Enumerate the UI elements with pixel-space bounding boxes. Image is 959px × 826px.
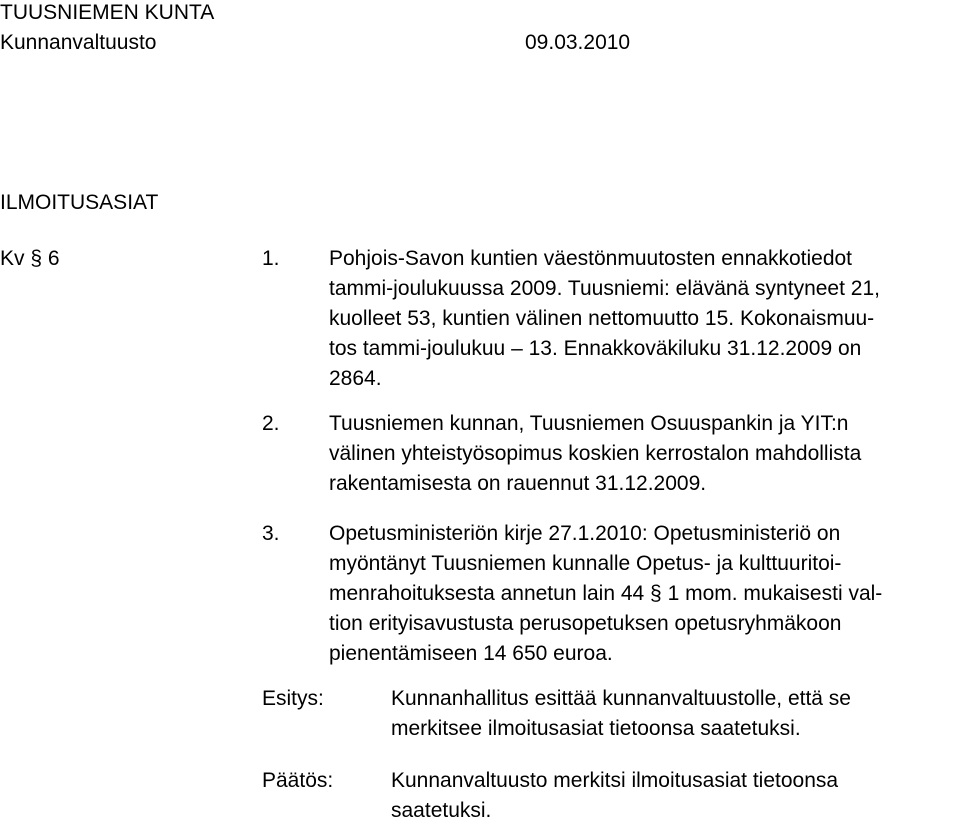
meeting-body: Kunnanvaltuusto — [0, 31, 157, 54]
text-line: tion erityisavustusta perusopetuksen opetusryhmäkoon — [329, 612, 842, 635]
text-line: 2864. — [329, 367, 382, 390]
text-line: Kunnanhallitus esittää kunnanvaltuustolle, että se — [391, 687, 851, 710]
text-line: tos tammi-joulukuu – 13. Ennakkoväkiluku 31.12.2009 on — [329, 337, 862, 360]
text-line: tammi-joulukuussa 2009. Tuusniemi: elävänä syntyneet 21, — [329, 277, 880, 300]
item-number: 1. — [262, 247, 280, 270]
text-line: kuolleet 53, kuntien välinen nettomuutto 15. Kokonaismuu- — [329, 307, 875, 330]
text-line: Kunnanvaltuusto merkitsi ilmoitusasiat tietoonsa — [391, 769, 839, 792]
text-line: myöntänyt Tuusniemen kunnalle Opetus- ja kulttuuritoi- — [329, 552, 842, 575]
item-text — [329, 244, 880, 394]
decision-text — [391, 766, 838, 826]
item-number: 2. — [262, 412, 280, 435]
text-line: välinen yhteistyösopimus koskien kerrostalon mahdollista — [329, 442, 862, 465]
text-line: Opetusministeriön kirje 27.1.2010: Opetusministeriö on — [329, 522, 841, 545]
text-line: rakentamisesta on rauennut 31.12.2009. — [329, 472, 707, 495]
organization-name: TUUSNIEMEN KUNTA — [0, 1, 215, 24]
section-title: ILMOITUSASIAT — [0, 191, 159, 214]
item-text — [329, 409, 861, 499]
proposal-label: Esitys: — [262, 687, 324, 710]
decision-label: Päätös: — [262, 769, 334, 792]
item-text — [329, 519, 882, 669]
text-line: Pohjois-Savon kuntien väestönmuutosten ennakkotiedot — [329, 247, 853, 270]
section-reference: Kv § 6 — [0, 247, 60, 270]
text-line: pienentämiseen 14 650 euroa. — [329, 642, 613, 665]
proposal-text — [391, 684, 851, 744]
text-line: menrahoituksesta annetun lain 44 § 1 mom. mukaisesti val- — [329, 582, 883, 605]
meeting-date: 09.03.2010 — [525, 31, 631, 54]
text-line: Tuusniemen kunnan, Tuusniemen Osuuspankin ja YIT:n — [329, 412, 849, 435]
text-line: merkitsee ilmoitusasiat tietoonsa saatetuksi. — [391, 717, 801, 740]
text-line: saatetuksi. — [391, 799, 492, 822]
item-number: 3. — [262, 522, 280, 545]
